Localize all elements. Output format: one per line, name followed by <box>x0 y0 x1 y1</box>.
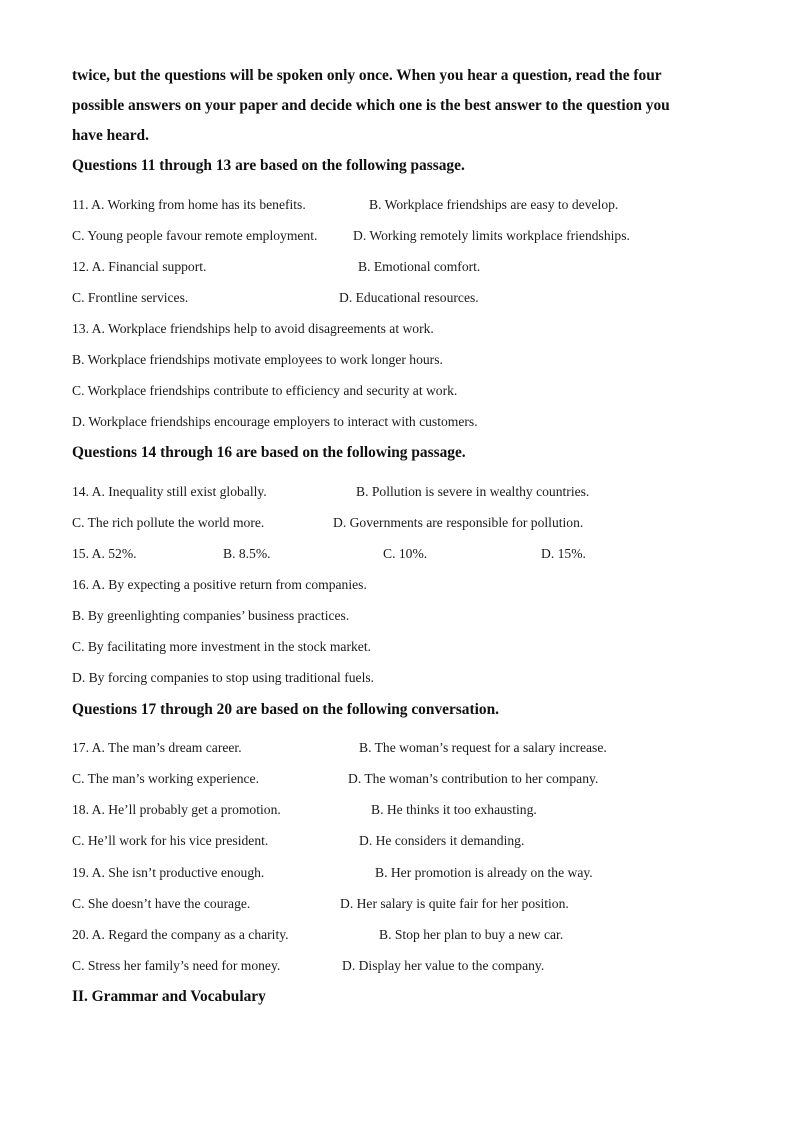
q16-option-d: D. By forcing companies to stop using traditional fuels. <box>72 670 375 685</box>
q14-option-d: D. Governments are responsible for pollution. <box>333 515 584 530</box>
q18-option-a: 18. A. He’ll probably get a promotion. <box>72 802 281 817</box>
section-heading: Questions 14 through 16 are based on the following passage. <box>72 444 466 461</box>
q19-option-b: B. Her promotion is already on the way. <box>375 865 593 880</box>
q13-option-b: B. Workplace friendships motivate employees to work longer hours. <box>72 352 443 367</box>
section-heading: Questions 17 through 20 are based on the following conversation. <box>72 701 499 718</box>
q11-option-d: D. Working remotely limits workplace friendships. <box>353 228 630 243</box>
instructions-line: twice, but the questions will be spoken only once. When you hear a question, read the four <box>72 67 662 84</box>
q19-option-c: C. She doesn’t have the courage. <box>72 896 251 911</box>
q19-option-d: D. Her salary is quite fair for her position. <box>340 896 569 911</box>
q18-option-c: C. He’ll work for his vice president. <box>72 833 269 848</box>
q17-option-a: 17. A. The man’s dream career. <box>72 740 242 755</box>
q12-option-b: B. Emotional comfort. <box>358 259 481 274</box>
instructions-line: have heard. <box>72 127 149 144</box>
q17-option-b: B. The woman’s request for a salary increase. <box>359 740 607 755</box>
q15-option-b: B. 8.5%. <box>223 546 271 561</box>
q19-option-a: 19. A. She isn’t productive enough. <box>72 865 265 880</box>
instructions-line: possible answers on your paper and decide which one is the best answer to the question you <box>72 97 670 114</box>
q17-option-d: D. The woman’s contribution to her company. <box>348 771 599 786</box>
q20-option-c: C. Stress her family’s need for money. <box>72 958 281 973</box>
q13-option-a: 13. A. Workplace friendships help to avoid disagreements at work. <box>72 321 434 336</box>
q20-option-d: D. Display her value to the company. <box>342 958 545 973</box>
q12-option-a: 12. A. Financial support. <box>72 259 207 274</box>
q16-option-a: 16. A. By expecting a positive return from companies. <box>72 577 367 592</box>
q18-option-b: B. He thinks it too exhausting. <box>371 802 537 817</box>
q20-option-b: B. Stop her plan to buy a new car. <box>379 927 564 942</box>
q11-option-b: B. Workplace friendships are easy to develop. <box>369 197 619 212</box>
q12-option-d: D. Educational resources. <box>339 290 479 305</box>
q15-option-a: 15. A. 52%. <box>72 546 137 561</box>
q13-option-d: D. Workplace friendships encourage employers to interact with customers. <box>72 414 478 429</box>
q14-option-a: 14. A. Inequality still exist globally. <box>72 484 267 499</box>
q16-option-b: B. By greenlighting companies’ business practices. <box>72 608 350 623</box>
q11-option-c: C. Young people favour remote employment. <box>72 228 318 243</box>
q16-option-c: C. By facilitating more investment in the stock market. <box>72 639 371 654</box>
q12-option-c: C. Frontline services. <box>72 290 189 305</box>
section-heading: Questions 11 through 13 are based on the following passage. <box>72 157 465 174</box>
q15-option-d: D. 15%. <box>541 546 586 561</box>
q15-option-c: C. 10%. <box>383 546 428 561</box>
q14-option-b: B. Pollution is severe in wealthy countries. <box>356 484 590 499</box>
q18-option-d: D. He considers it demanding. <box>359 833 525 848</box>
section-title: II. Grammar and Vocabulary <box>72 988 266 1005</box>
q17-option-c: C. The man’s working experience. <box>72 771 259 786</box>
q20-option-a: 20. A. Regard the company as a charity. <box>72 927 289 942</box>
q13-option-c: C. Workplace friendships contribute to efficiency and security at work. <box>72 383 458 398</box>
q11-option-a: 11. A. Working from home has its benefits. <box>72 197 306 212</box>
q14-option-c: C. The rich pollute the world more. <box>72 515 265 530</box>
